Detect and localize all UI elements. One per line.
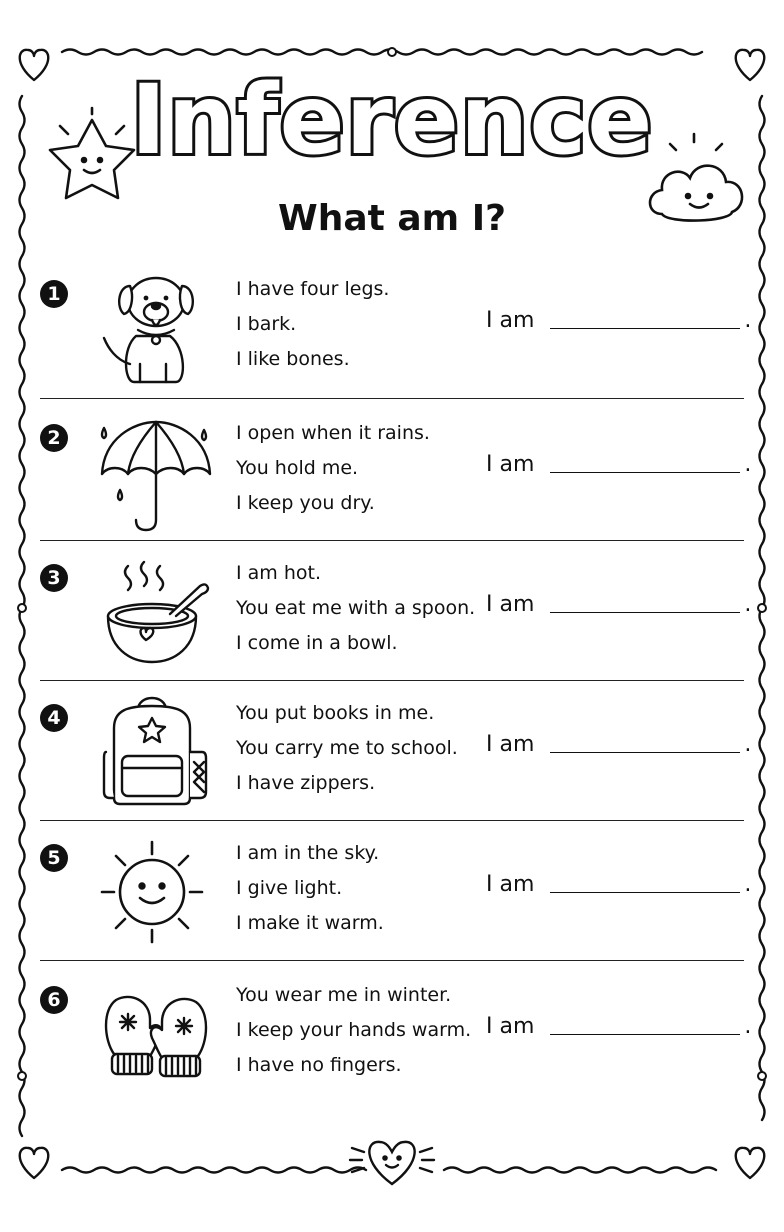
riddle-clues <box>236 416 496 521</box>
riddle-number: 6 <box>40 986 68 1014</box>
clue-text: I am hot. <box>236 562 321 584</box>
clue-text: You wear me in winter. <box>236 984 452 1006</box>
riddle-row <box>36 682 752 822</box>
riddle-clues <box>236 836 496 941</box>
riddle-number: 5 <box>40 844 68 872</box>
answer-field[interactable]: I am . <box>486 872 752 897</box>
row-divider <box>40 680 744 681</box>
row-divider <box>40 398 744 399</box>
answer-field[interactable]: I am . <box>486 592 752 617</box>
heart-icon <box>350 1142 434 1184</box>
clue-text: I have no fingers. <box>236 1054 402 1076</box>
answer-blank[interactable] <box>550 612 740 613</box>
riddle-row <box>36 542 752 682</box>
clue-text: I like bones. <box>236 348 350 370</box>
mittens-icon <box>94 970 218 1094</box>
clue-text: You hold me. <box>236 457 359 479</box>
answer-blank[interactable] <box>550 328 740 329</box>
heart-icon <box>20 1148 49 1178</box>
riddle-number: 1 <box>40 280 68 308</box>
riddle-row <box>36 402 752 542</box>
clue-text: You eat me with a spoon. <box>236 597 476 619</box>
answer-prefix: I am <box>486 592 535 617</box>
riddle-row <box>36 822 752 962</box>
answer-field[interactable]: I am . <box>486 308 752 333</box>
answer-field[interactable]: I am . <box>486 452 752 477</box>
riddle-row <box>36 964 752 1104</box>
answer-field[interactable]: I am . <box>486 1014 752 1039</box>
answer-prefix: I am <box>486 452 535 477</box>
riddle-number: 3 <box>40 564 68 592</box>
answer-blank[interactable] <box>550 892 740 893</box>
sun-icon <box>94 828 218 952</box>
dog-icon <box>94 264 218 388</box>
clue-text: I give light. <box>236 877 343 899</box>
riddle-clues <box>236 556 496 661</box>
answer-prefix: I am <box>486 872 535 897</box>
heart-icon <box>736 1148 765 1178</box>
answer-prefix: I am <box>486 308 535 333</box>
riddle-row <box>36 258 752 398</box>
page-subtitle: What am I? <box>278 198 506 239</box>
backpack-icon <box>94 688 218 812</box>
umbrella-icon <box>94 408 218 532</box>
riddle-number: 2 <box>40 424 68 452</box>
clue-text: I make it warm. <box>236 912 384 934</box>
clue-text: I open when it rains. <box>236 422 430 444</box>
clue-text: I keep your hands warm. <box>236 1019 472 1041</box>
riddle-clues <box>236 696 496 801</box>
clue-text: I am in the sky. <box>236 842 380 864</box>
clue-text: I keep you dry. <box>236 492 375 514</box>
soup-bowl-icon <box>94 548 218 672</box>
page-title: Inference <box>130 64 654 176</box>
row-divider <box>40 960 744 961</box>
clue-text: You carry me to school. <box>236 737 458 759</box>
row-divider <box>40 820 744 821</box>
answer-blank[interactable] <box>550 472 740 473</box>
row-divider <box>40 540 744 541</box>
riddle-number: 4 <box>40 704 68 732</box>
answer-blank[interactable] <box>550 1034 740 1035</box>
answer-field[interactable]: I am . <box>486 732 752 757</box>
clue-text: I bark. <box>236 313 297 335</box>
riddle-clues <box>236 978 496 1083</box>
clue-text: I have zippers. <box>236 772 376 794</box>
clue-text: I have four legs. <box>236 278 390 300</box>
answer-prefix: I am <box>486 732 535 757</box>
answer-blank[interactable] <box>550 752 740 753</box>
clue-text: I come in a bowl. <box>236 632 398 654</box>
answer-prefix: I am <box>486 1014 535 1039</box>
clue-text: You put books in me. <box>236 702 435 724</box>
riddle-clues <box>236 272 496 377</box>
